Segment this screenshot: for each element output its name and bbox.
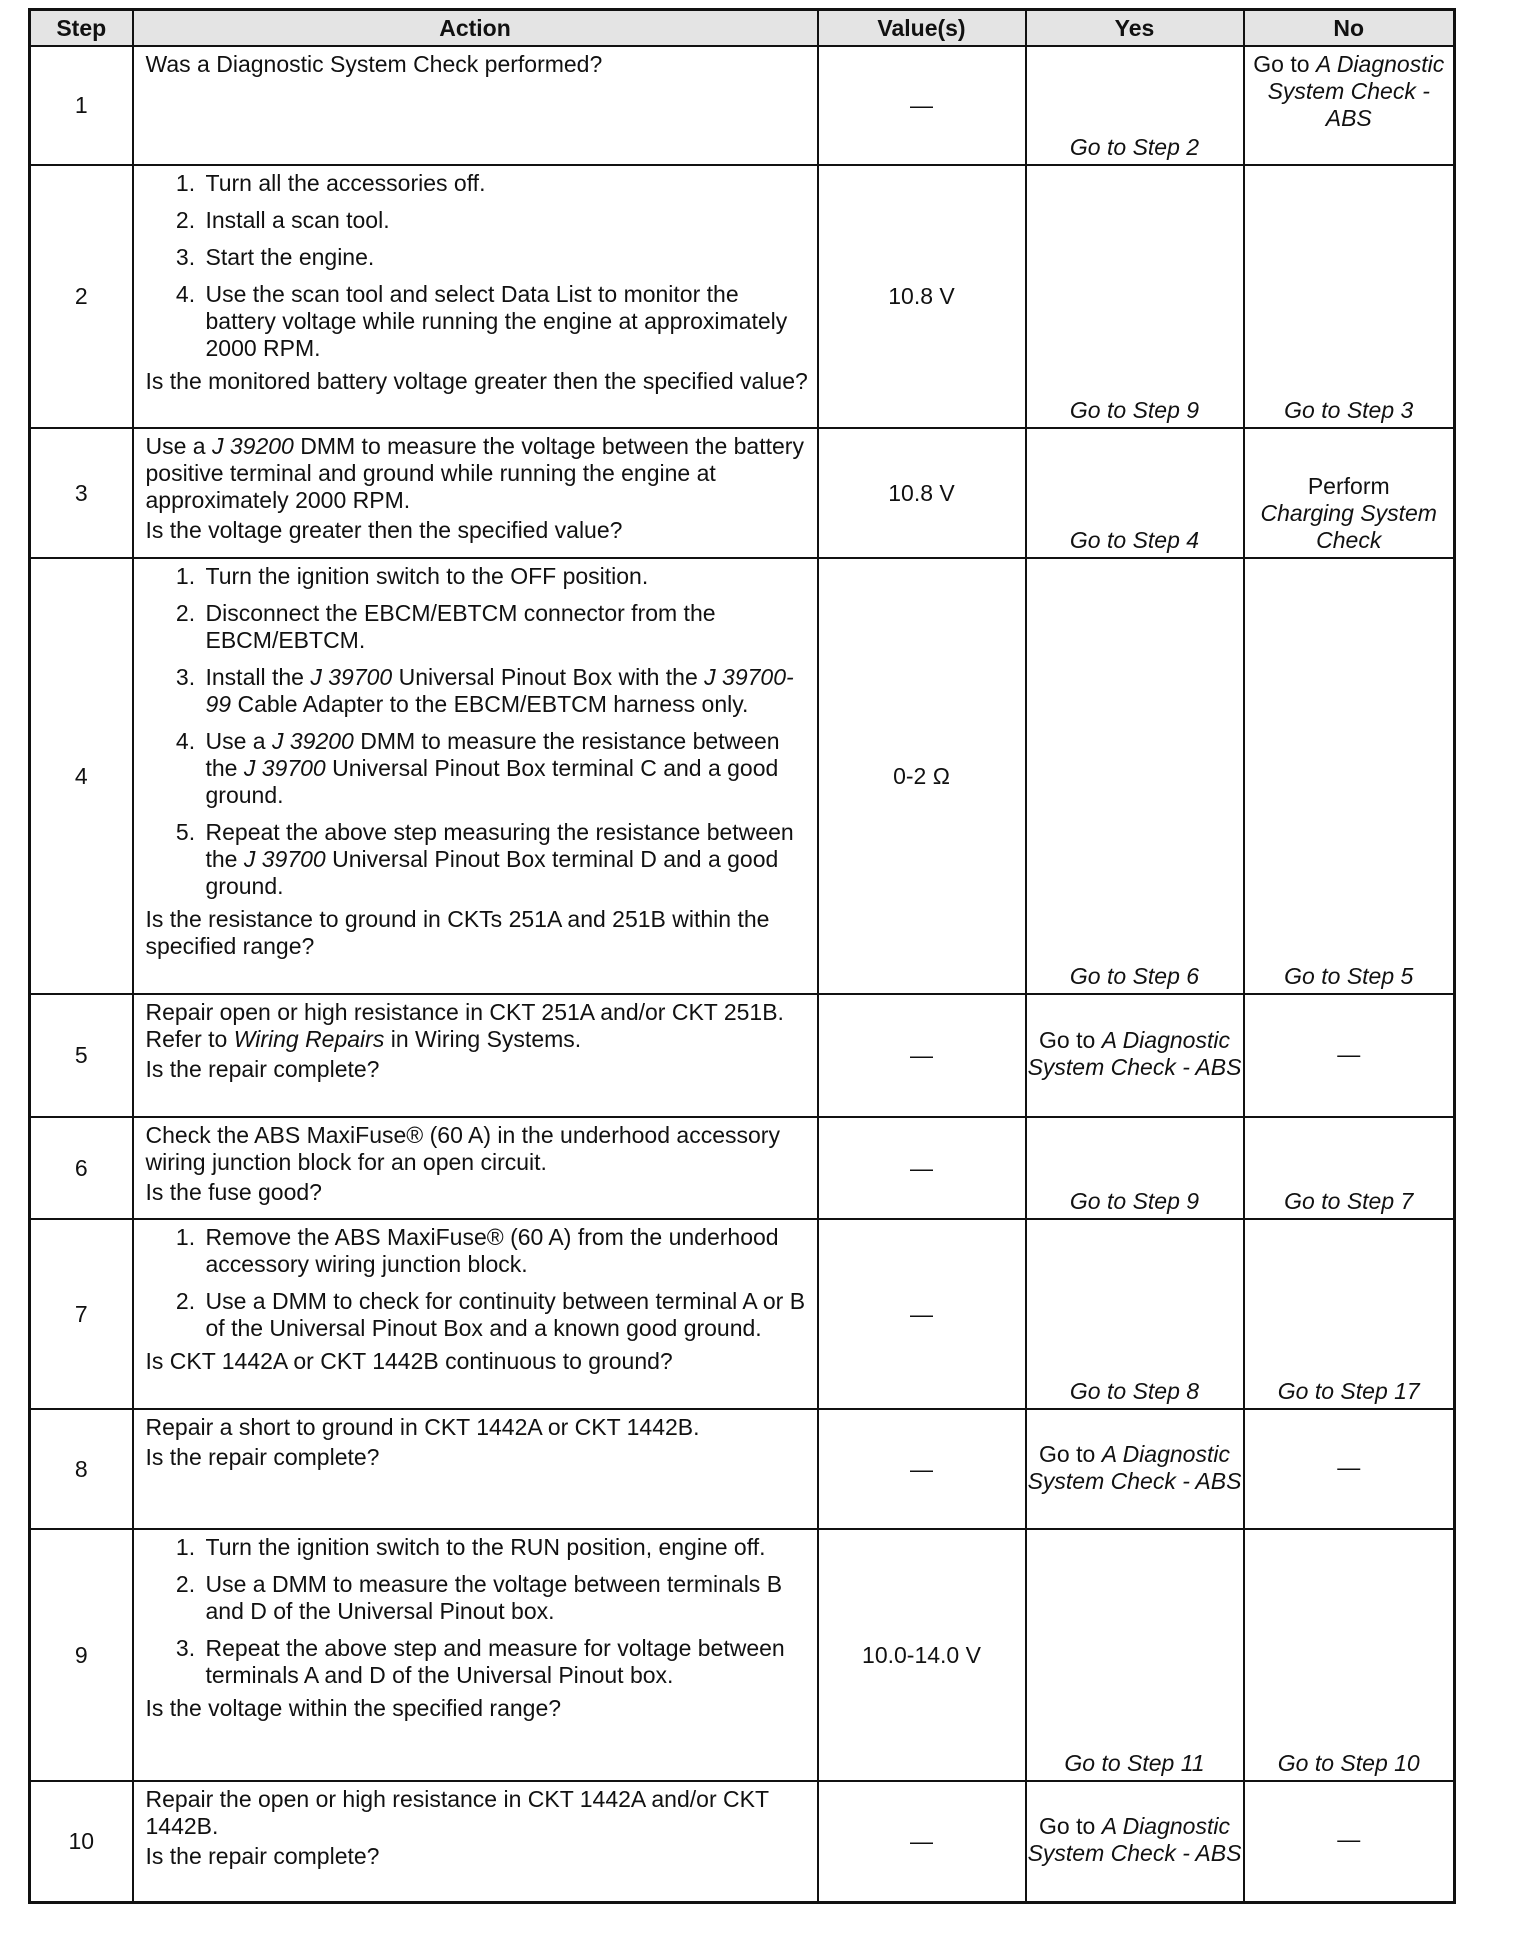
table-row xyxy=(30,994,1455,1117)
action-cell xyxy=(133,994,818,1117)
no-cell: — xyxy=(1244,1781,1455,1902)
step-number: 4 xyxy=(30,558,133,994)
no-cell: — xyxy=(1244,1409,1455,1529)
action-cell xyxy=(133,428,818,558)
action-question: Is the resistance to ground in CKTs 251A and 251B within the specified range? xyxy=(145,906,770,959)
no-cell xyxy=(1244,1117,1455,1219)
yes-cell xyxy=(1026,1117,1244,1219)
yes-cell xyxy=(1026,46,1244,165)
step-number: 2 xyxy=(30,165,133,428)
step-number: 1 xyxy=(30,46,133,165)
tool-ref: J 39200 xyxy=(271,728,354,754)
action-question: Is the repair complete? xyxy=(145,1056,380,1082)
action-text: Was a Diagnostic System Check performed? xyxy=(145,51,603,77)
action-text-pre: Repair open or high resistance in CKT 251A and/or CKT 251B. Refer to xyxy=(145,999,784,1052)
yes-cell xyxy=(1026,994,1244,1117)
header-no: No xyxy=(1244,10,1455,47)
list-item: 3. Repeat the above step and measure for voltage between terminals A and D of the Universal Pinout box. xyxy=(202,1635,809,1689)
value-cell: 10.0-14.0 V xyxy=(818,1529,1026,1781)
tool-ref: J 39700 xyxy=(243,846,326,872)
yes-cell xyxy=(1026,428,1244,558)
item-text: Cable Adapter to the EBCM/EBTCM harness only. xyxy=(231,691,749,717)
no-link[interactable]: Go to Step 17 xyxy=(1277,1378,1420,1404)
no-link[interactable]: Charging System Check xyxy=(1260,500,1437,553)
header-step: Step xyxy=(30,10,133,47)
tool-ref: J 39200 xyxy=(211,433,294,459)
action-text xyxy=(146,433,809,514)
yes-link[interactable]: A Diagnostic System Check - ABS xyxy=(1027,1812,1242,1866)
action-cell xyxy=(133,1219,818,1409)
action-list xyxy=(146,1224,809,1342)
header-values: Value(s) xyxy=(818,10,1026,47)
action-cell xyxy=(133,1529,818,1781)
action-cell xyxy=(133,558,818,994)
table-row xyxy=(30,1781,1455,1902)
yes-cell xyxy=(1026,1219,1244,1409)
header-yes: Yes xyxy=(1026,10,1244,47)
no-link[interactable]: Go to Step 5 xyxy=(1284,963,1414,989)
action-question: Is the fuse good? xyxy=(145,1179,322,1205)
list-item: 1. Turn the ignition switch to the RUN position, engine off. xyxy=(202,1534,809,1561)
doc-ref: Wiring Repairs xyxy=(233,1026,385,1052)
yes-link[interactable]: A Diagnostic System Check - ABS xyxy=(1027,1027,1242,1080)
action-question: Is the repair complete? xyxy=(145,1444,380,1470)
header-action: Action xyxy=(133,10,818,47)
list-item: 1. Turn the ignition switch to the OFF position. xyxy=(202,563,809,590)
list-item: 2. Install a scan tool. xyxy=(202,207,809,234)
action-text-pre: Use a xyxy=(145,433,212,459)
list-item: 4. Use the scan tool and select Data List to monitor the battery voltage while running the engine at approximately 2000 RPM. xyxy=(202,281,809,362)
step-number: 9 xyxy=(30,1529,133,1781)
action-question: Is the monitored battery voltage greater then the specified value? xyxy=(145,368,808,394)
list-item xyxy=(202,819,809,900)
action-question: Is the voltage greater then the specified value? xyxy=(145,517,623,543)
no-cell: — xyxy=(1244,994,1455,1117)
table-row xyxy=(30,165,1455,428)
no-cell xyxy=(1244,46,1455,165)
action-text xyxy=(146,999,809,1053)
action-cell xyxy=(133,1409,818,1529)
value-cell: — xyxy=(818,46,1026,165)
item-text: Repeat the above step measuring the resistance between the xyxy=(205,819,794,872)
no-link[interactable]: Go to Step 10 xyxy=(1277,1750,1420,1776)
no-prefix: Perform xyxy=(1307,473,1390,499)
value-cell: — xyxy=(818,1409,1026,1529)
yes-cell xyxy=(1026,558,1244,994)
no-cell xyxy=(1244,1219,1455,1409)
table-row xyxy=(30,428,1455,558)
yes-prefix: Go to xyxy=(1039,1027,1102,1053)
diagnostic-table xyxy=(28,8,1456,1904)
no-link[interactable]: Go to Step 7 xyxy=(1284,1188,1414,1214)
table-row xyxy=(30,1117,1455,1219)
step-number: 10 xyxy=(30,1781,133,1902)
item-text: Universal Pinout Box with the xyxy=(392,664,705,690)
yes-link[interactable]: Go to Step 6 xyxy=(1069,963,1200,989)
list-item xyxy=(202,664,809,718)
action-question: Is CKT 1442A or CKT 1442B continuous to ground? xyxy=(145,1348,673,1374)
tool-ref: J 39700 xyxy=(243,755,326,781)
yes-cell xyxy=(1026,1529,1244,1781)
item-text: Universal Pinout Box terminal C and a good ground. xyxy=(205,755,779,808)
yes-cell xyxy=(1026,165,1244,428)
step-number: 5 xyxy=(30,994,133,1117)
value-cell: — xyxy=(818,1781,1026,1902)
yes-cell xyxy=(1026,1781,1244,1902)
item-text: Use a xyxy=(205,728,272,754)
action-text: Check the ABS MaxiFuse® (60 A) in the underhood accessory wiring junction block for an open circuit. xyxy=(145,1122,780,1175)
table-row xyxy=(30,1409,1455,1529)
yes-link[interactable]: Go to Step 11 xyxy=(1064,1750,1205,1776)
value-cell: — xyxy=(818,1117,1026,1219)
action-cell xyxy=(133,1781,818,1902)
item-text: Install the xyxy=(205,664,311,690)
action-question: Is the repair complete? xyxy=(145,1843,380,1869)
list-item xyxy=(202,728,809,809)
action-text-post: in Wiring Systems. xyxy=(384,1026,582,1052)
no-cell xyxy=(1244,558,1455,994)
item-text: Universal Pinout Box terminal D and a good ground. xyxy=(205,846,779,899)
tool-ref: J 39700-99 xyxy=(205,664,794,717)
value-cell: 10.8 V xyxy=(818,165,1026,428)
action-text: Repair the open or high resistance in CKT 1442A and/or CKT 1442B. xyxy=(145,1786,769,1839)
list-item: 1. Remove the ABS MaxiFuse® (60 A) from the underhood accessory wiring junction block. xyxy=(202,1224,809,1278)
yes-link[interactable]: A Diagnostic System Check - ABS xyxy=(1027,1440,1242,1494)
action-list xyxy=(146,1534,809,1689)
action-cell xyxy=(133,165,818,428)
no-link[interactable]: A Diagnostic System Check - ABS xyxy=(1267,51,1445,131)
yes-prefix: Go to xyxy=(1039,1812,1102,1839)
value-cell: 10.8 V xyxy=(818,428,1026,558)
list-item: 2. Disconnect the EBCM/EBTCM connector from the EBCM/EBTCM. xyxy=(202,600,809,654)
yes-link[interactable]: Go to Step 8 xyxy=(1069,1378,1200,1404)
tool-ref: J 39700 xyxy=(310,664,393,690)
no-cell xyxy=(1244,1529,1455,1781)
step-number: 8 xyxy=(30,1409,133,1529)
table-row xyxy=(30,1219,1455,1409)
table-row xyxy=(30,46,1455,165)
value-cell: — xyxy=(818,994,1026,1117)
yes-link[interactable]: Go to Step 2 xyxy=(1069,134,1200,160)
list-item: 3. Start the engine. xyxy=(202,244,809,271)
header-row xyxy=(30,10,1455,47)
yes-link[interactable]: Go to Step 9 xyxy=(1069,1188,1200,1214)
yes-prefix: Go to xyxy=(1039,1440,1102,1467)
action-cell xyxy=(133,46,818,165)
action-question: Is the voltage within the specified range? xyxy=(145,1695,562,1721)
step-number: 3 xyxy=(30,428,133,558)
value-cell: — xyxy=(818,1219,1026,1409)
step-number: 7 xyxy=(30,1219,133,1409)
action-cell xyxy=(133,1117,818,1219)
step-number: 6 xyxy=(30,1117,133,1219)
table-row xyxy=(30,558,1455,994)
action-list xyxy=(146,563,809,900)
list-item: 2. Use a DMM to check for continuity between terminal A or B of the Universal Pinout Box and a known good ground. xyxy=(202,1288,809,1342)
no-link[interactable]: Go to Step 3 xyxy=(1284,397,1414,423)
action-list xyxy=(146,170,809,362)
item-text: DMM to measure the resistance between the xyxy=(205,728,780,781)
list-item: 2. Use a DMM to measure the voltage between terminals B and D of the Universal Pinout box. xyxy=(202,1571,809,1625)
action-text: Repair a short to ground in CKT 1442A or CKT 1442B. xyxy=(145,1414,700,1440)
no-cell xyxy=(1244,428,1455,558)
table-row xyxy=(30,1529,1455,1781)
no-cell xyxy=(1244,165,1455,428)
yes-link[interactable]: Go to Step 9 xyxy=(1069,397,1200,423)
yes-cell xyxy=(1026,1409,1244,1529)
value-cell: 0-2 Ω xyxy=(818,558,1026,994)
action-text-post: DMM to measure the voltage between the battery positive terminal and ground while running the engine at approximately 2000 RPM. xyxy=(145,433,804,513)
yes-link[interactable]: Go to Step 4 xyxy=(1069,527,1200,553)
no-prefix: Go to xyxy=(1253,51,1316,77)
list-item: 1. Turn all the accessories off. xyxy=(202,170,809,197)
